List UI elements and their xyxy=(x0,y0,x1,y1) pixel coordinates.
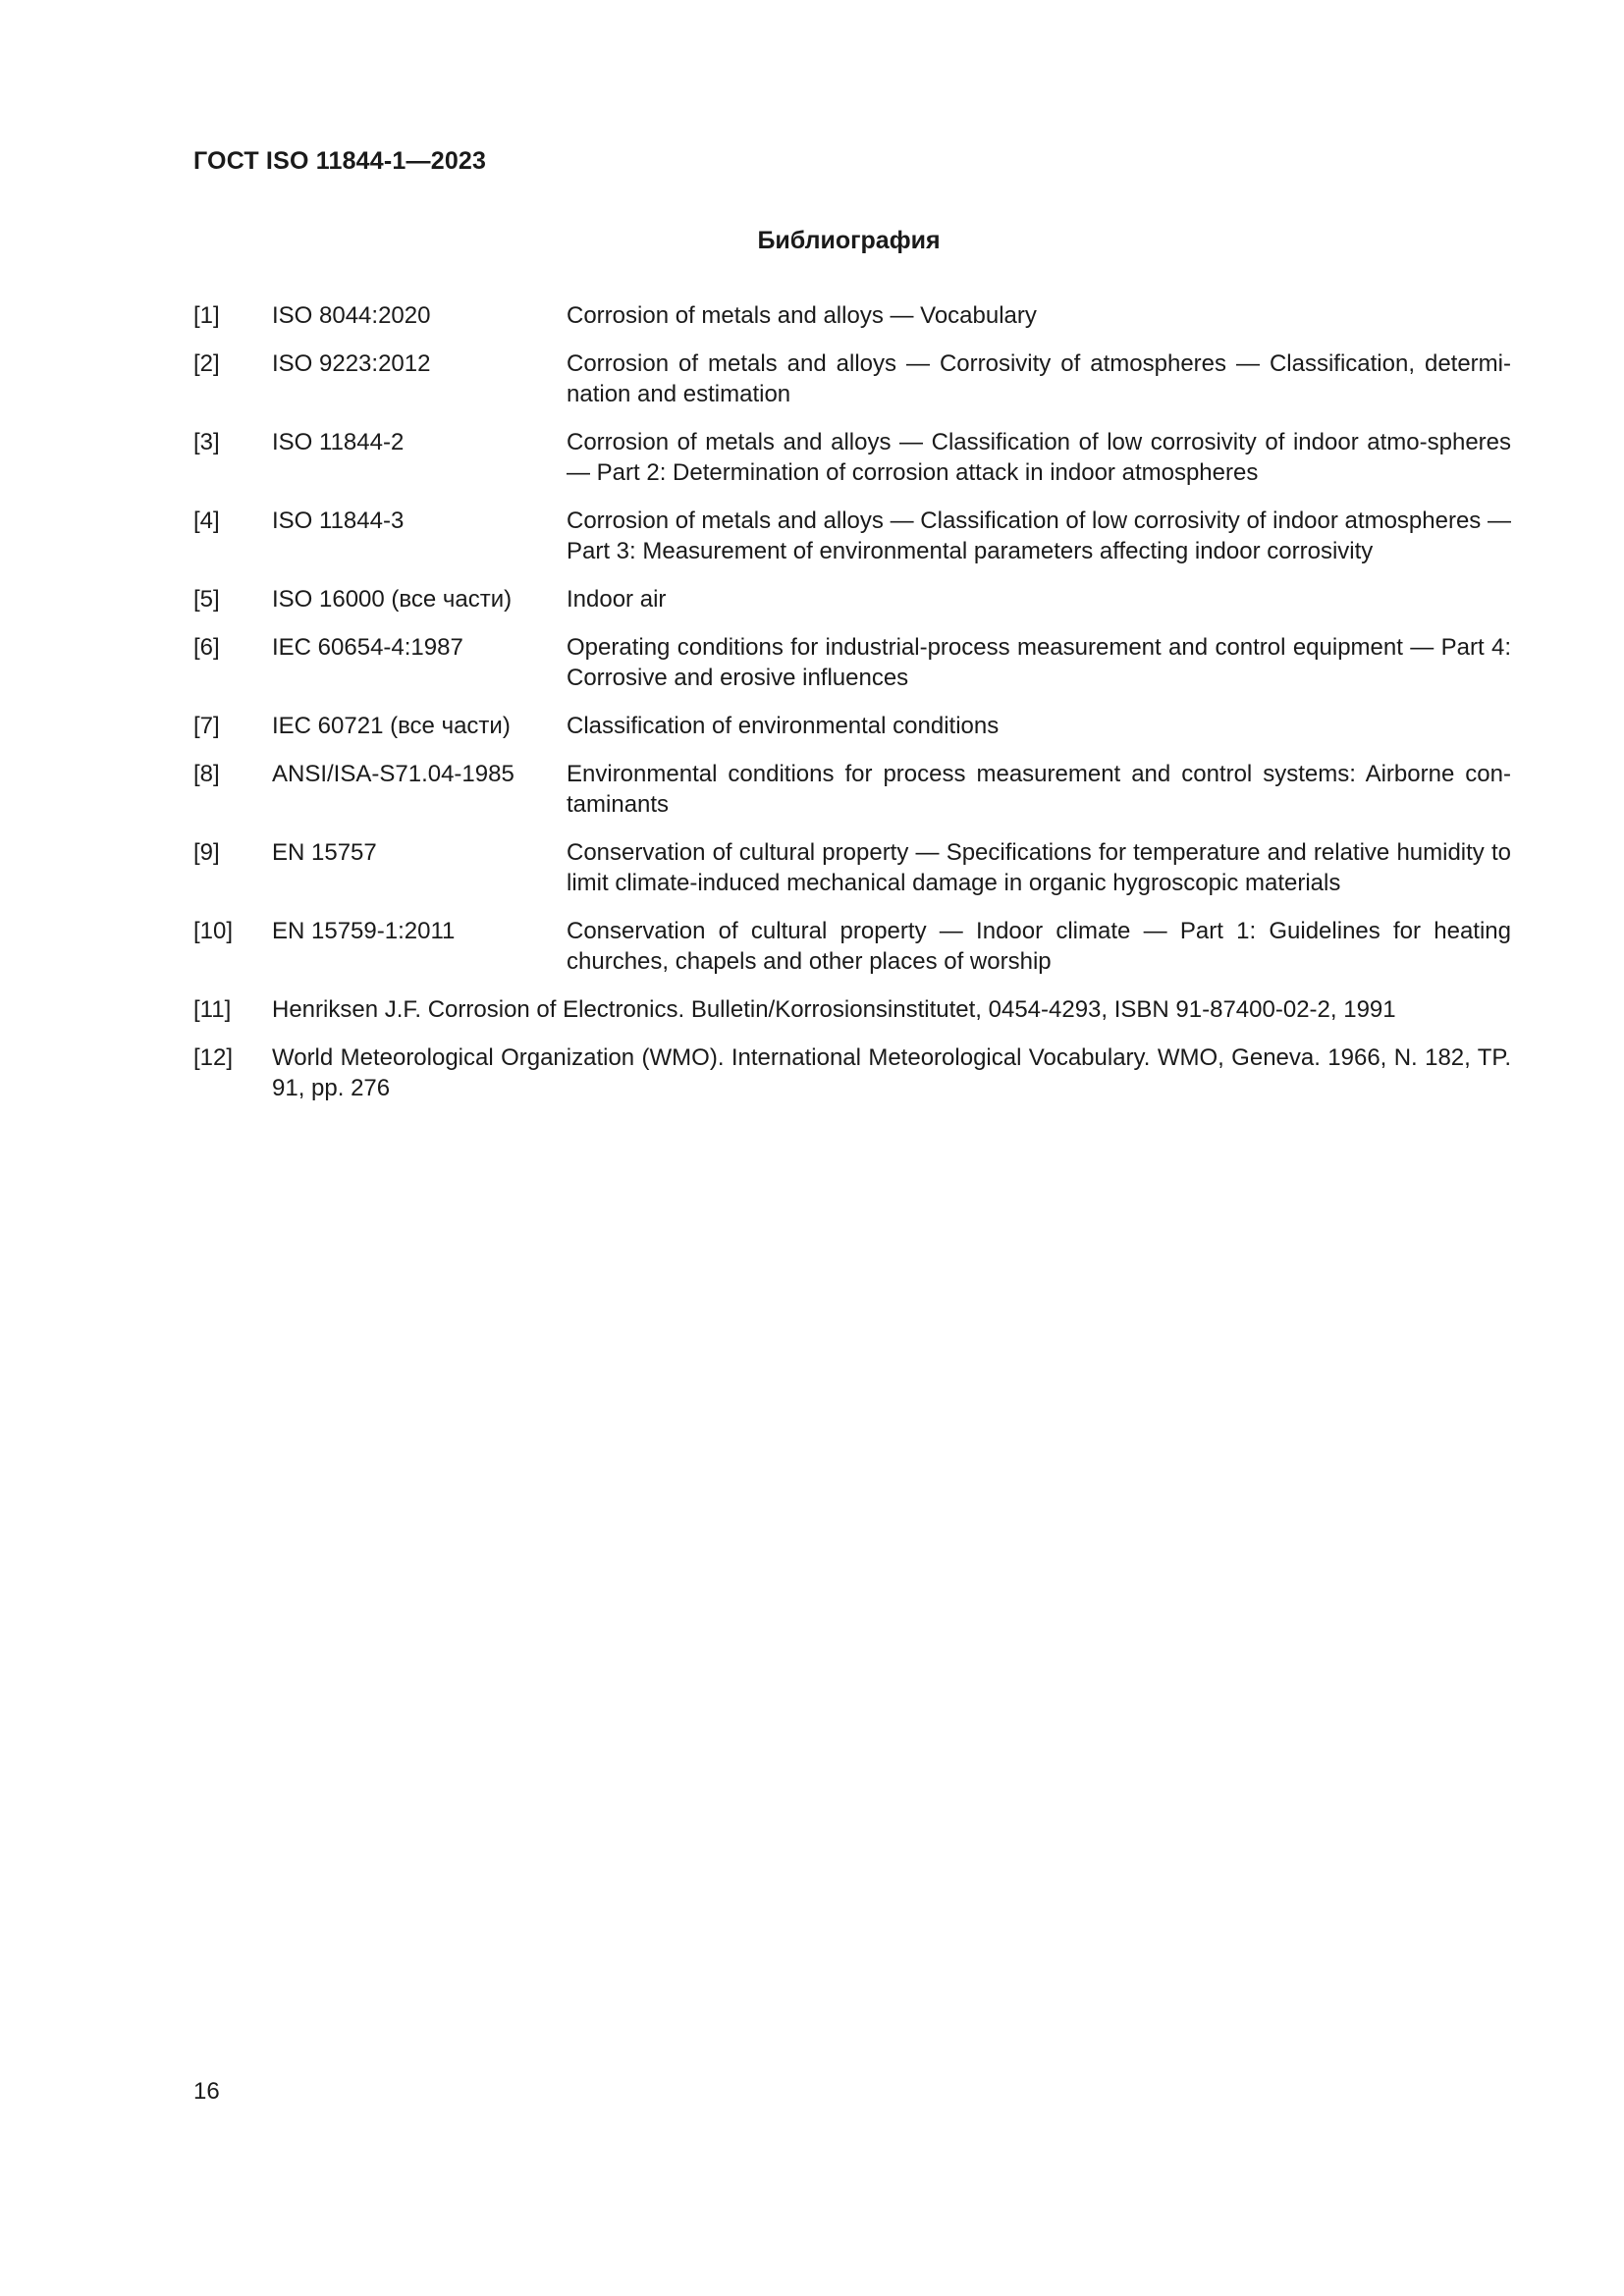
page-number: 16 xyxy=(193,2078,220,2105)
bib-entry-number: [4] xyxy=(193,507,220,534)
bib-entry-2 xyxy=(193,348,1511,409)
bib-entry-description: Operating conditions for industrial-process measurement and control equipment — Part 4: Corrosive and erosive influences xyxy=(567,634,1511,691)
bib-entry-code: IEC 60654-4:1987 xyxy=(272,634,463,661)
bib-entry-number: [10] xyxy=(193,918,234,944)
bibliography-title: Библиография xyxy=(757,227,941,254)
bib-entry-number: [9] xyxy=(193,839,220,866)
bib-entry-8 xyxy=(193,759,1511,820)
bib-entry-code: ISO 8044:2020 xyxy=(272,302,431,329)
bib-entry-code: EN 15759-1:2011 xyxy=(272,918,456,944)
bib-entry-7 xyxy=(193,711,1511,741)
bibliography-list xyxy=(193,300,1511,1121)
bib-entry-number: [8] xyxy=(193,761,220,787)
bib-entry-code: ISO 11844-2 xyxy=(272,429,405,455)
bib-entry-code: IEC 60721 (все части) xyxy=(272,713,511,739)
bib-entry-number: [7] xyxy=(193,713,220,739)
bib-entry-code: ISO 9223:2012 xyxy=(272,350,431,377)
bib-entry-text: World Meteorological Organization (WMO). International Meteorological Vocabulary. WMO, Geneva. 1966, N. 182, TP. 91, pp. 276 xyxy=(272,1044,1511,1101)
bib-entry-number: [11] xyxy=(193,996,232,1023)
bib-entry-5 xyxy=(193,584,1511,614)
bib-entry-9 xyxy=(193,837,1511,898)
bib-entry-text: Henriksen J.F. Corrosion of Electronics. Bulletin/Korrosionsinstitutet, 0454-4293, ISBN 91-87400-02-2, 1991 xyxy=(272,996,1396,1023)
bib-entry-description: Corrosion of metals and alloys — Corrosivity of atmospheres — Classification, determi-nation and estimation xyxy=(567,350,1511,407)
bib-entry-number: [5] xyxy=(193,586,220,613)
bib-entry-description: Conservation of cultural property — Indoor climate — Part 1: Guidelines for heating churches, chapels and other places of worship xyxy=(567,918,1511,975)
bib-entry-3 xyxy=(193,427,1511,488)
bib-entry-description: Environmental conditions for process measurement and control systems: Airborne con-taminants xyxy=(567,761,1511,818)
bib-entry-4 xyxy=(193,506,1511,566)
bib-entry-number: [6] xyxy=(193,634,220,661)
bib-entry-6 xyxy=(193,632,1511,693)
bib-entry-number: [12] xyxy=(193,1044,234,1071)
bib-entry-description: Corrosion of metals and alloys — Classification of low corrosivity of indoor atmospheres — Part 3: Measurement of environmental parameters affecting indoor corrosivity xyxy=(567,507,1511,564)
bib-entry-code: EN 15757 xyxy=(272,839,377,866)
bib-entry-12 xyxy=(193,1042,1511,1103)
document-header: ГОСТ ISO 11844-1—2023 xyxy=(193,147,487,175)
bib-entry-code: ISO 11844-3 xyxy=(272,507,405,534)
bib-entry-description: Corrosion of metals and alloys — Classification of low corrosivity of indoor atmo-spheres — Part 2: Determination of corrosion attack in indoor atmospheres xyxy=(567,429,1511,486)
bib-entry-number: [1] xyxy=(193,302,220,329)
bib-entry-number: [3] xyxy=(193,429,220,455)
bib-entry-10 xyxy=(193,916,1511,977)
bib-entry-description: Indoor air xyxy=(567,586,667,613)
bib-entry-1 xyxy=(193,300,1511,331)
bib-entry-description: Classification of environmental conditions xyxy=(567,713,1000,739)
bib-entry-number: [2] xyxy=(193,350,220,377)
bib-entry-code: ISO 16000 (все части) xyxy=(272,586,513,613)
bib-entry-11 xyxy=(193,994,1511,1025)
bib-entry-code: ANSI/ISA-S71.04-1985 xyxy=(272,761,514,787)
bib-entry-description: Conservation of cultural property — Specifications for temperature and relative humidity to limit climate-induced mechanical damage in organic hygroscopic materials xyxy=(567,839,1511,896)
bib-entry-description: Corrosion of metals and alloys — Vocabulary xyxy=(567,302,1037,329)
